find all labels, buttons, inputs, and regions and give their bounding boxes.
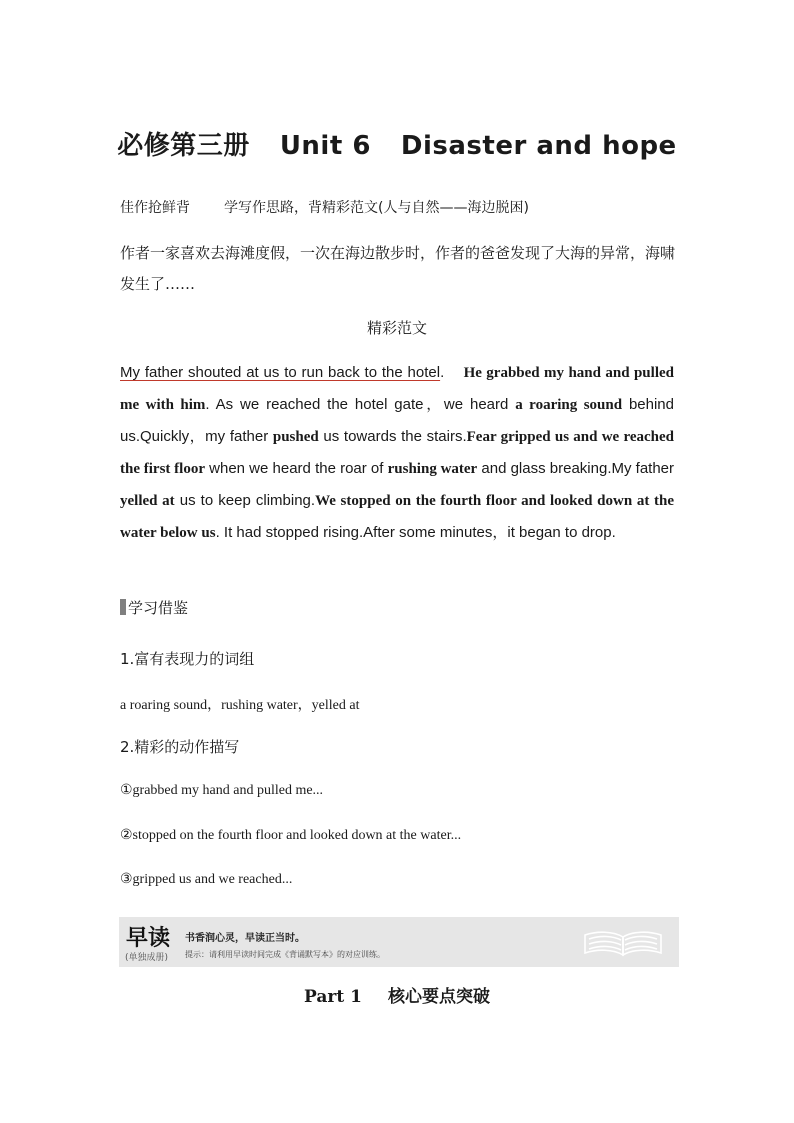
item-1-phrases: a roaring sound，rushing water，yelled at bbox=[120, 698, 360, 713]
essay-text: when we heard the roar of bbox=[204, 460, 388, 477]
section-subhead bbox=[120, 197, 529, 217]
essay-highlight: a roaring sound bbox=[515, 397, 623, 413]
title-unit: Unit 6 bbox=[279, 131, 371, 161]
banner-subtitle: (单独成册) bbox=[125, 953, 169, 963]
essay-text: . As we reached the hotel gate，we heard bbox=[205, 396, 516, 413]
essay-highlight: yelled at bbox=[120, 493, 175, 509]
banner-tip: 提示：请利用早读时间完成《背诵默写本》的对应训练。 bbox=[185, 950, 385, 959]
part-title: 核心要点突破 bbox=[387, 987, 490, 1007]
essay-highlight: He grabbed my hand and pulled me with him bbox=[120, 365, 674, 413]
intro-paragraph: 作者一家喜欢去海滩度假，一次在海边散步时，作者的爸爸发现了大海的异常，海啸发生了…… bbox=[120, 244, 676, 293]
essay-highlight: pushed bbox=[272, 429, 319, 445]
essay-text: and glass breaking.My father bbox=[477, 460, 675, 477]
heading-marker bbox=[120, 599, 126, 615]
essay-highlight: Fear gripped us and we reached the first floor bbox=[120, 429, 674, 477]
title-topic: Disaster and hope bbox=[400, 131, 677, 161]
subhead-label: 佳作抢鲜背 bbox=[120, 200, 190, 216]
essay-underlined-sentence: My father shouted at us to run back to the hotel bbox=[120, 364, 441, 381]
essay-text: behind us.Quickly，my father bbox=[120, 396, 674, 445]
subhead-text: 学写作思路，背精彩范文(人与自然——海边脱困) bbox=[224, 200, 529, 216]
open-book-icon bbox=[583, 925, 663, 959]
essay-heading: 精彩范文 bbox=[366, 319, 427, 337]
study-heading-label: 学习借鉴 bbox=[128, 599, 189, 617]
essay-text: . It had stopped rising.After some minutes，it began to drop. bbox=[215, 524, 616, 541]
part-label: Part 1 bbox=[304, 987, 362, 1007]
essay-text: us towards the stairs. bbox=[318, 428, 467, 445]
banner-motto: 书香润心灵，早读正当时。 bbox=[185, 933, 305, 944]
part-heading bbox=[0, 982, 794, 1007]
title-cn: 必修第三册 bbox=[117, 131, 250, 161]
action-3: ③gripped us and we reached... bbox=[120, 872, 293, 887]
essay-text: us to keep climbing. bbox=[174, 492, 316, 509]
banner-title: 早读 bbox=[126, 925, 171, 951]
item-2-title: 2.精彩的动作描写 bbox=[120, 738, 240, 756]
action-2: ②stopped on the fourth floor and looked down at the water... bbox=[120, 828, 462, 843]
model-essay bbox=[120, 357, 674, 549]
essay-highlight: rushing water bbox=[387, 461, 478, 477]
item-1-title: 1.富有表现力的词组 bbox=[120, 650, 255, 668]
morning-reading-banner bbox=[119, 917, 679, 967]
study-heading bbox=[120, 597, 188, 618]
essay-highlight: We stopped on the fourth floor and looked down at the water below us bbox=[120, 493, 674, 541]
essay-text: . bbox=[440, 364, 445, 381]
action-1: ①grabbed my hand and pulled me... bbox=[120, 783, 324, 798]
page-title bbox=[0, 125, 794, 162]
